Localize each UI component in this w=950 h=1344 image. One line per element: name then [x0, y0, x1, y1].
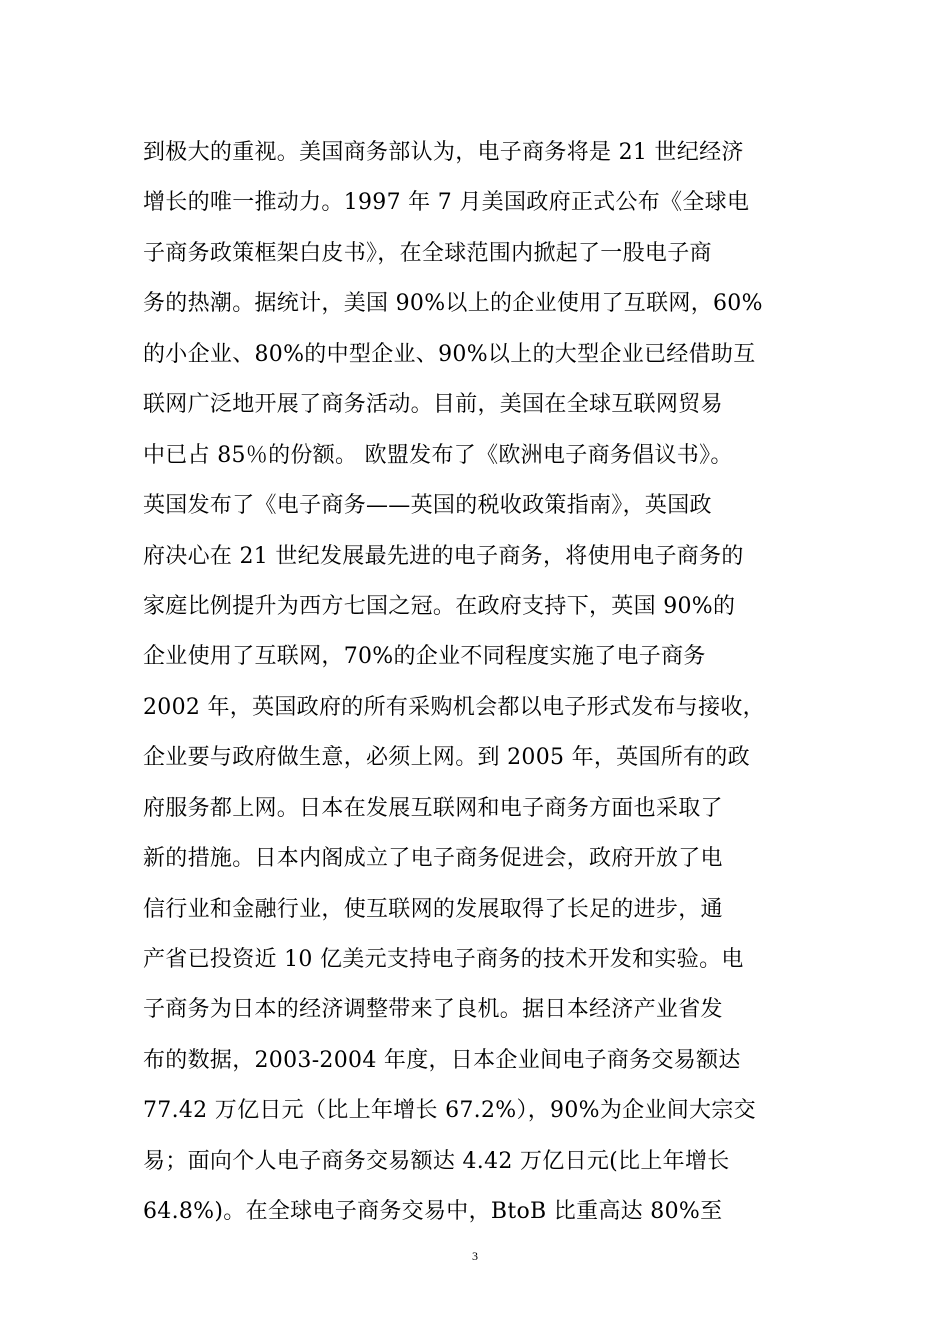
- text-line: 家庭比例提升为西方七国之冠。在政府支持下，英国 90%的: [143, 593, 736, 619]
- text-line: 联网广泛地开展了商务活动。目前，美国在全球互联网贸易: [143, 392, 723, 418]
- text-line: 到极大的重视。美国商务部认为，电子商务将是 21 世纪经济: [143, 140, 744, 165]
- text-line: 增长的唯一推动力。1997 年 7 月美国政府正式公布《全球电: [143, 190, 750, 216]
- text-line: 企业使用了互联网，70%的企业不同程度实施了电子商务: [143, 644, 706, 670]
- text-line: 府决心在 21 世纪发展最先进的电子商务，将使用电子商务的: [143, 543, 744, 569]
- text-line: 77.42 万亿日元（比上年增长 67.2%），90%为企业间大宗交: [143, 1098, 756, 1124]
- page-number: 3: [472, 1249, 478, 1263]
- text-line: 信行业和金融行业，使互联网的发展取得了长足的进步，通: [143, 896, 723, 922]
- text-line: 企业要与政府做生意，必须上网。到 2005 年，英国所有的政: [143, 745, 750, 771]
- text-line: 府服务都上网。日本在发展互联网和电子商务方面也采取了: [143, 795, 723, 821]
- text-line: 64.8%)。在全球电子商务交易中，BtoB 比重高达 80%至: [143, 1199, 723, 1225]
- text-line: 易；面向个人电子商务交易额达 4.42 万亿日元(比上年增长: [143, 1148, 730, 1174]
- text-line: 子商务为日本的经济调整带来了良机。据日本经济产业省发: [143, 997, 723, 1023]
- text-line: 产省已投资近 10 亿美元支持电子商务的技术开发和实验。电: [143, 947, 744, 972]
- text-line: 务的热潮。据统计，美国 90%以上的企业使用了互联网，60%: [143, 291, 763, 317]
- text-line: 子商务政策框架白皮书》，在全球范围内掀起了一股电子商: [143, 240, 712, 266]
- text-line: 布的数据，2003-2004 年度，日本企业间电子商务交易额达: [143, 1047, 741, 1073]
- text-line: 新的措施。日本内阁成立了电子商务促进会，政府开放了电: [143, 846, 723, 872]
- text-line: 的小企业、80%的中型企业、90%以上的大型企业已经借助互: [143, 341, 756, 367]
- text-line: 2002 年，英国政府的所有采购机会都以电子形式发布与接收，: [143, 694, 765, 720]
- text-line: 英国发布了《电子商务——英国的税收政策指南》，英国政: [143, 493, 712, 519]
- text-line: 中已占 85％的份额。 欧盟发布了《欧洲电子商务倡议书》。: [143, 442, 733, 468]
- body-paragraph: [143, 128, 833, 1238]
